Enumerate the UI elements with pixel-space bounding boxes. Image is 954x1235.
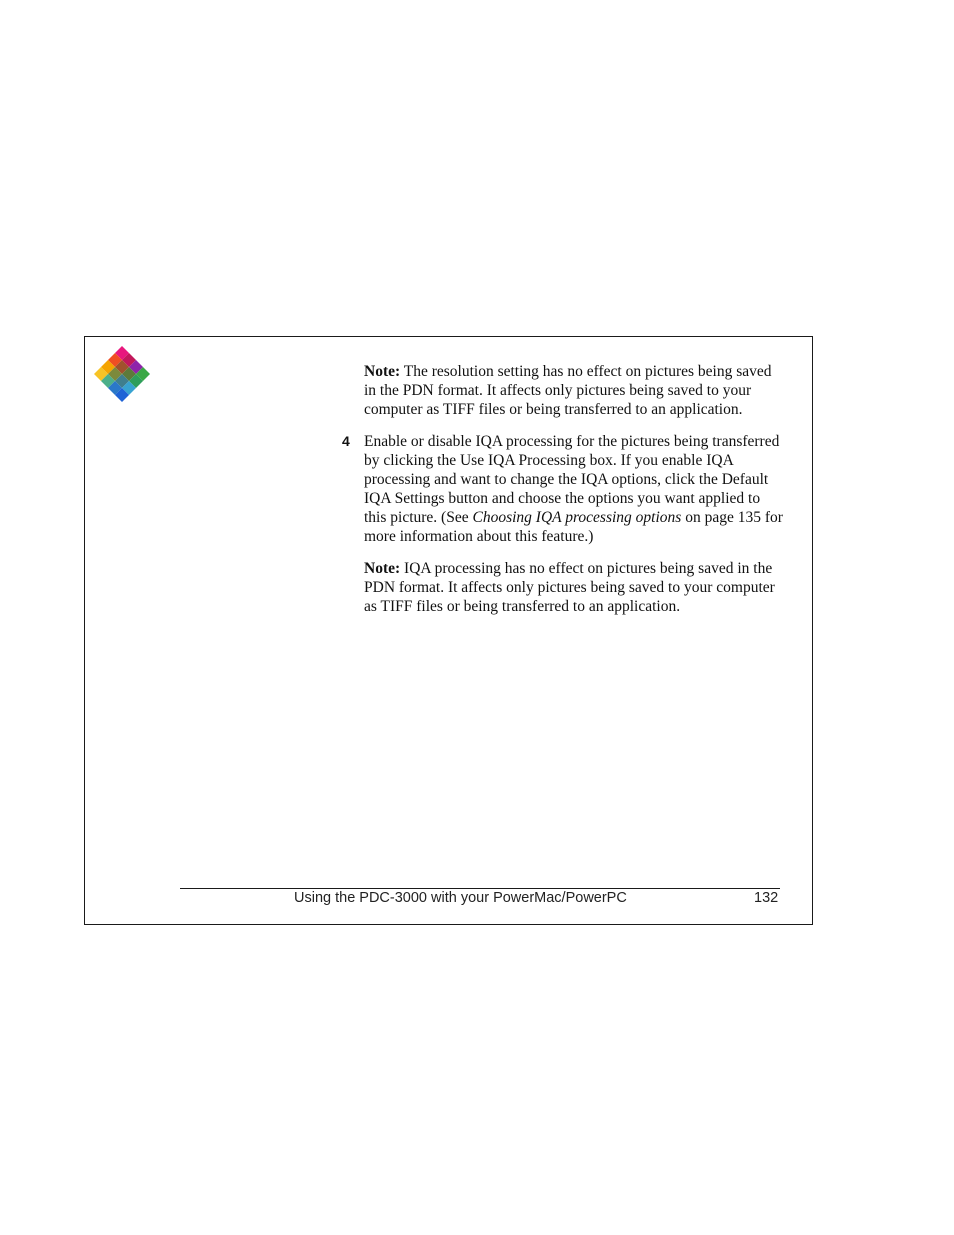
note-text: IQA processing has no effect on pictures being saved in the PDN format. It affects only pictures being saved to your computer as TIFF files or being transferred to an application. <box>364 560 775 615</box>
step-4 <box>342 432 784 546</box>
note-label: Note: <box>364 560 401 577</box>
step-text-after: on page 135 for more information about this feature.) <box>364 509 783 545</box>
footer-title: Using the PDC-3000 with your PowerMac/PowerPC <box>294 890 627 906</box>
step-number: 4 <box>342 433 350 449</box>
note-text: The resolution setting has no effect on pictures being saved in the PDN format. It affects only pictures being saved to your computer as TIFF files or being transferred to an application. <box>364 363 772 418</box>
step-text-before: Enable or disable IQA processing for the pictures being transferred by clicking the Use IQA Processing box. If you enable IQA processing and want to change the IQA options, click the Default IQA Settings button and choose the options you want applied to this picture. (See <box>364 433 780 526</box>
page-number: 132 <box>754 890 779 906</box>
note-iqa <box>364 559 784 616</box>
diamond-mosaic-logo-icon <box>94 346 150 402</box>
note-resolution <box>364 362 784 419</box>
footer-divider <box>180 888 780 889</box>
note-label: Note: <box>364 363 401 380</box>
cross-reference-link: Choosing IQA processing options <box>472 509 682 526</box>
main-content <box>342 362 784 629</box>
